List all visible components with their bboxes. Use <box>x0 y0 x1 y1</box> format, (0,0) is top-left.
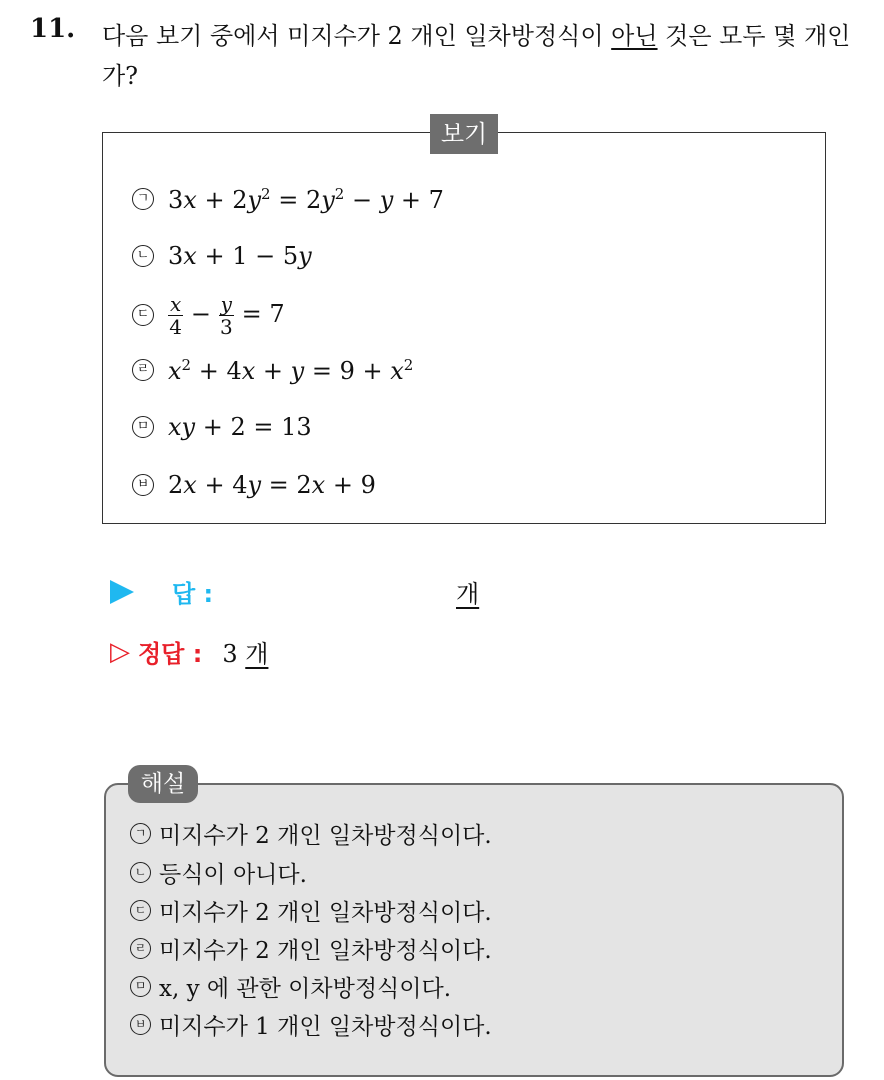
equation: 3x + 1 − 5y <box>168 242 312 270</box>
explanation-title: 해설 <box>128 765 198 803</box>
correct-value: 3 개 <box>222 640 269 668</box>
equation: 2x + 4y = 2x + 9 <box>168 471 376 499</box>
bogi-item <box>132 467 376 503</box>
circled-mark: ㄷ <box>132 304 154 326</box>
equation: xy + 2 = 13 <box>168 413 312 441</box>
circled-mark: ㅂ <box>132 474 154 496</box>
circled-mark: ㄷ <box>130 900 151 921</box>
circled-mark: ㄱ <box>130 823 151 844</box>
explanation-item: ㄴ 등식이 아니다. <box>130 855 307 889</box>
bogi-item <box>132 238 312 274</box>
explanation-item: ㅁ x, y 에 관한 이차방정식이다. <box>130 969 451 1003</box>
explanation-item: ㄱ 미지수가 2 개인 일차방정식이다. <box>130 816 492 850</box>
question-text: 다음 보기 중에서 미지수가 2 개인 일차방정식이 아닌 것은 모두 몇 개인가? <box>102 22 851 90</box>
circled-mark: ㄴ <box>132 245 154 267</box>
bogi-item <box>132 409 312 445</box>
equation: $\frac{x}{4}$ − $\frac{y}{3}$ = 7 <box>169 291 285 339</box>
circled-mark: ㅁ <box>132 416 154 438</box>
correct-label: 정답 : <box>138 640 203 668</box>
bogi-item <box>132 352 413 388</box>
explanation-item: ㄷ 미지수가 2 개인 일차방정식이다. <box>130 893 492 927</box>
answer-blank-unit[interactable]: 개 <box>456 580 480 608</box>
bogi-title: 보기 <box>430 114 498 154</box>
answer-label: 답 : <box>172 580 214 608</box>
circled-mark: ㅂ <box>130 1014 151 1035</box>
circled-mark: ㅁ <box>130 976 151 997</box>
circled-mark: ㄹ <box>132 359 154 381</box>
question-emphasis: 아닌 <box>611 22 658 50</box>
bogi-item <box>132 290 285 340</box>
explanation-item: ㄹ 미지수가 2 개인 일차방정식이다. <box>130 931 492 965</box>
question-number: 11. <box>30 14 76 44</box>
circled-mark: ㄴ <box>130 862 151 883</box>
correct-answer-row <box>110 634 268 669</box>
answer-row <box>110 574 213 609</box>
explanation-item: ㅂ 미지수가 1 개인 일차방정식이다. <box>130 1007 492 1041</box>
circled-mark: ㄱ <box>132 188 154 210</box>
circled-mark: ㄹ <box>130 938 151 959</box>
equation: $3x + 2y^2 = 2y^2 - y + 7$ <box>168 184 444 214</box>
play-arrow-icon <box>110 580 134 604</box>
outline-arrow-icon: ▷ <box>110 636 130 667</box>
bogi-item <box>132 181 444 217</box>
equation: $x^2 + 4x + y = 9 + x^2$ <box>168 355 414 385</box>
